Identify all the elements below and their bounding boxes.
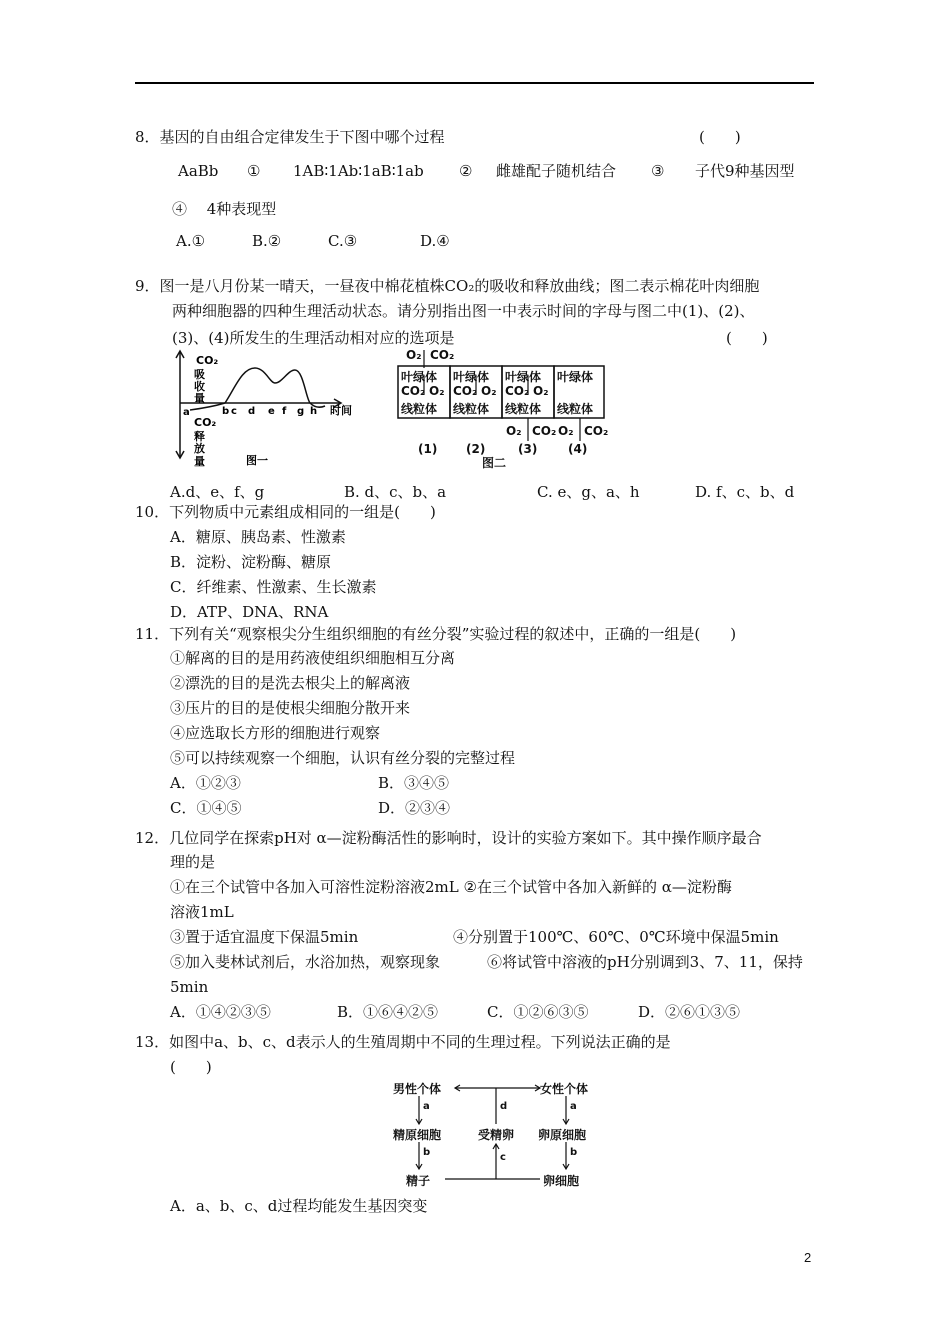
q12-option-b: B．①⑥④②⑤ (337, 1003, 439, 1021)
fig1-caption: 图一 (246, 454, 268, 467)
diagram-sperm: 精子 (406, 1174, 431, 1188)
q12-option-c: C．①②⑥③⑤ (487, 1003, 589, 1021)
q9-figure-1 (170, 348, 370, 473)
q8-flow-step-1: ① (247, 162, 261, 180)
q8-option-b: B.② (252, 232, 282, 250)
q11-option-d: D．②③④ (378, 799, 451, 817)
q12-step-6: ⑥将试管中溶液的pH分别调到3、7、11，保持 (487, 953, 803, 971)
co2-curve-graph (170, 348, 370, 473)
fig2-cell3-chloroplast: 叶绿体 (505, 370, 542, 384)
q11-item-5: ⑤可以持续观察一个细胞，认识有丝分裂的完整过程 (170, 749, 516, 767)
fig1-bottom-label-co2: CO₂ (194, 416, 217, 429)
q13-reproduction-diagram (380, 1076, 620, 1192)
fig1-letter-d: d (248, 406, 256, 417)
fig2-number-1: (1) (418, 442, 438, 456)
fig2-cell4-mitochondrion: 线粒体 (557, 402, 594, 416)
fig2-number-2: (2) (466, 442, 486, 456)
page-number: 2 (804, 1250, 812, 1265)
q12-line-7: 5min (170, 978, 209, 996)
q10-option-b: B．淀粉、淀粉酶、糖原 (170, 553, 332, 571)
q8-flow-genotypes: 子代9种基因型 (695, 162, 795, 180)
diagram-label-b-left: b (423, 1147, 431, 1158)
fig1-bottom-label-1: 释 (194, 430, 205, 443)
fig2-cell3-o2: O₂ (533, 384, 549, 398)
q11-option-b: B．③④⑤ (378, 774, 450, 792)
fig2-cell2-co2: CO₂ (453, 384, 478, 398)
fig1-bottom-label-3: 量 (194, 455, 205, 468)
q11-item-2: ②漂洗的目的是洗去根尖上的解离液 (170, 674, 411, 692)
fig1-letter-g: g (297, 406, 305, 417)
q8-flow-step-3: ③ (651, 162, 665, 180)
fig2-cell2-o2: O₂ (481, 384, 497, 398)
fig2-cell2-chloroplast: 叶绿体 (453, 370, 490, 384)
fig2-cell1-chloroplast: 叶绿体 (401, 370, 438, 384)
q9-option-b: B. d、c、b、a (344, 483, 447, 501)
q9-answer-paren: ( ) (726, 329, 768, 347)
q8-flow-fertilization: 雌雄配子随机结合 (496, 162, 617, 180)
fig1-letter-e: e (268, 406, 275, 417)
q10-option-a: A．糖原、胰岛素、性激素 (170, 528, 346, 546)
q12-line-1: 12．几位同学在探索pH对 α—淀粉酶活性的影响时，设计的实验方案如下。其中操作顺序最合 (135, 829, 762, 847)
fig2-cell1-o2: O₂ (429, 384, 445, 398)
q12-line-4: 溶液1mL (170, 903, 234, 921)
diagram-spermatogonium: 精原细胞 (393, 1128, 442, 1142)
q9-line-1: 9．图一是八月份某一晴天，一昼夜中棉花植株CO₂的吸收和释放曲线；图二表示棉花叶肉细胞 (135, 277, 760, 295)
diagram-female: 女性个体 (540, 1082, 589, 1096)
fig2-cell1-mitochondrion: 线粒体 (401, 402, 438, 416)
fig1-bottom-label-2: 放 (194, 442, 205, 455)
q12-option-d: D．②⑥①③⑤ (638, 1003, 741, 1021)
q9-line-3: (3)、(4)所发生的生理活动相对应的选项是 (172, 329, 455, 347)
diagram-male: 男性个体 (393, 1082, 442, 1096)
header-rule (135, 82, 814, 84)
fig1-letter-f: f (282, 406, 287, 417)
q12-step-4: ④分别置于100℃、60℃、0℃环境中保温5min (453, 928, 779, 946)
q11-item-3: ③压片的目的是使根尖细胞分散开来 (170, 699, 411, 717)
q8-option-d: D.④ (420, 232, 450, 250)
q8-flow-gametes: 1AB∶1Ab∶1aB∶1ab (293, 162, 424, 180)
fig2-bottom-co2-3: CO₂ (532, 424, 557, 438)
q8-answer-paren: ( ) (699, 128, 741, 146)
fig1-top-label-co2: CO₂ (196, 354, 219, 367)
fig2-top-co2: CO₂ (430, 348, 455, 362)
diagram-label-a-right: a (570, 1101, 577, 1112)
fig2-cell4-chloroplast: 叶绿体 (557, 370, 594, 384)
q9-option-d: D. f、c、b、d (695, 483, 795, 501)
q12-step-5: ⑤加入斐林试剂后，水浴加热，观察现象 (170, 953, 441, 971)
q10-option-c: C．纤维素、性激素、生长激素 (170, 578, 377, 596)
q8-option-a: A.① (176, 232, 206, 250)
fig1-top-label-3: 量 (194, 392, 205, 405)
fig1-x-axis-label: 时间 (330, 404, 352, 417)
fig2-bottom-co2-4: CO₂ (584, 424, 609, 438)
fig1-top-label-1: 吸 (194, 368, 205, 381)
diagram-oogonium: 卵原细胞 (538, 1128, 587, 1142)
fig2-top-o2: O₂ (406, 348, 422, 362)
fig2-bottom-o2-3: O₂ (506, 424, 522, 438)
diagram-label-a-left: a (423, 1101, 430, 1112)
fig2-number-3: (3) (518, 442, 538, 456)
q13-line-1: 13．如图中a、b、c、d表示人的生殖周期中不同的生理过程。下列说法正确的是 (135, 1033, 671, 1051)
q8-flow-step-2: ② (459, 162, 473, 180)
fig2-cell1-co2: CO₂ (401, 384, 426, 398)
q11-item-4: ④应选取长方形的细胞进行观察 (170, 724, 381, 742)
q11-stem: 11．下列有关“观察根尖分生组织细胞的有丝分裂”实验过程的叙述中，正确的一组是( ) (135, 625, 737, 643)
q13-option-a: A．a、b、c、d过程均能发生基因突变 (170, 1197, 428, 1215)
q9-line-2: 两种细胞器的四种生理活动状态。请分别指出图一中表示时间的字母与图二中(1)、(2)、 (172, 302, 755, 320)
q9-option-a: A.d、e、f、g (170, 483, 265, 501)
q12-line-2: 理的是 (170, 853, 216, 871)
q11-option-c: C．①④⑤ (170, 799, 242, 817)
fig2-caption: 图二 (482, 456, 507, 470)
diagram-label-c: c (500, 1152, 506, 1163)
q10-stem: 10．下列物质中元素组成相同的一组是( ) (135, 503, 436, 521)
q11-option-a: A．①②③ (170, 774, 241, 792)
q10-option-d: D．ATP、DNA、RNA (170, 603, 329, 621)
q12-line-3: ①在三个试管中各加入可溶性淀粉溶液2mL ②在三个试管中各加入新鲜的 α—淀粉酶 (170, 878, 732, 896)
fig2-bottom-o2-4: O₂ (558, 424, 574, 438)
fig1-letter-h: h (310, 406, 318, 417)
fig2-cell2-mitochondrion: 线粒体 (453, 402, 490, 416)
q8-stem: 8．基因的自由组合定律发生于下图中哪个过程 (135, 128, 445, 146)
fig1-letter-a: a (183, 407, 190, 418)
q8-flow-genotype: AaBb (178, 162, 219, 180)
fig2-cell3-mitochondrion: 线粒体 (505, 402, 542, 416)
fig2-number-4: (4) (568, 442, 588, 456)
fig1-letter-b: b (222, 406, 230, 417)
q12-step-3: ③置于适宜温度下保温5min (170, 928, 359, 946)
diagram-zygote: 受精卵 (478, 1128, 515, 1142)
fig1-top-label-2: 收 (194, 380, 205, 393)
diagram-egg: 卵细胞 (543, 1174, 580, 1188)
diagram-label-b-right: b (570, 1147, 578, 1158)
fig2-cell3-co2: CO₂ (505, 384, 530, 398)
q13-line-2: ( ) (170, 1058, 212, 1076)
q8-option-c: C.③ (328, 232, 358, 250)
q11-item-1: ①解离的目的是用药液使组织细胞相互分离 (170, 649, 456, 667)
q9-option-c: C. e、g、a、h (537, 483, 640, 501)
diagram-label-d: d (500, 1101, 508, 1112)
q9-figure-2 (396, 346, 616, 471)
q12-option-a: A．①④②③⑤ (170, 1003, 271, 1021)
q8-flow-phenotypes: ④ 4种表现型 (172, 200, 277, 218)
fig1-letter-c: c (231, 406, 237, 417)
